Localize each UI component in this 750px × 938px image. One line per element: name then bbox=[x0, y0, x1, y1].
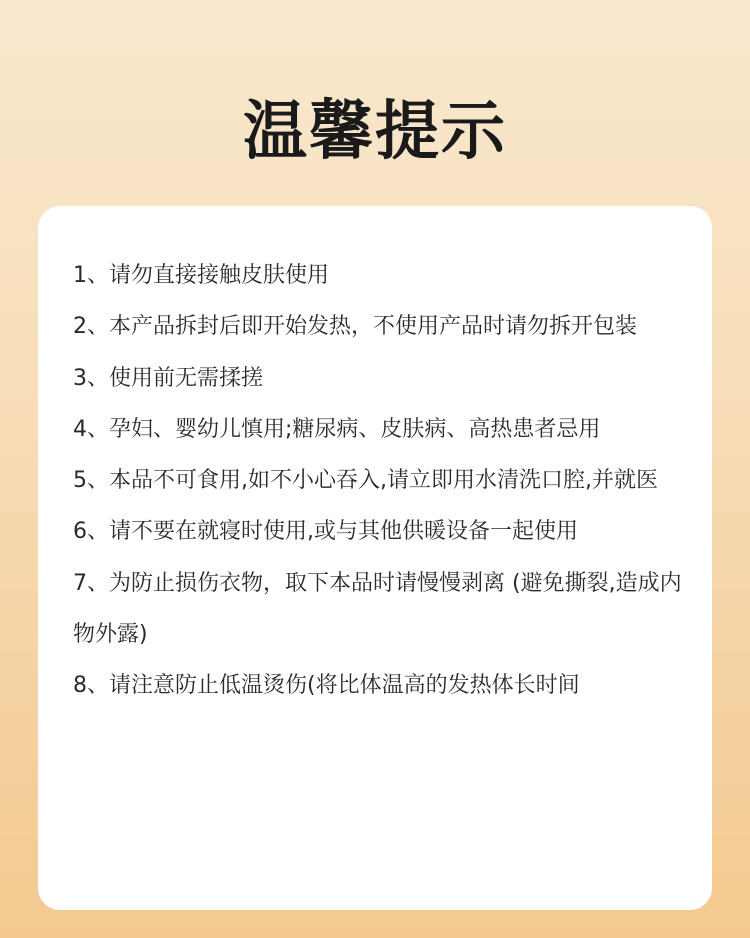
notice-list bbox=[73, 250, 684, 712]
notice-item-5: 5、本品不可食用,如不小心吞入,请立即用水清洗口腔,并就医 bbox=[73, 468, 658, 494]
notice-item-8: 8、请注意防止低温烫伤(将比体温高的发热体长时间 bbox=[73, 673, 580, 699]
notice-item-2: 2、本产品拆封后即开始发热，不使用产品时请勿拆开包装 bbox=[73, 314, 637, 340]
notice-item-1: 1、请勿直接接触皮肤使用 bbox=[73, 263, 329, 288]
page-title: 温馨提示 bbox=[243, 95, 507, 169]
notice-item-3: 3、使用前无需揉搓 bbox=[73, 365, 263, 391]
notice-item-6: 6、请不要在就寝时使用,或与其他供暖设备一起使用 bbox=[73, 519, 578, 545]
notice-item-7: 7、为防止损伤衣物，取下本品时请慢慢剥离 (避免撕裂,造成内物外露) bbox=[73, 570, 682, 648]
notice-card bbox=[38, 206, 712, 910]
notice-item-4: 4、孕妇、婴幼儿慎用;糖尿病、皮肤病、高热患者忌用 bbox=[73, 416, 601, 442]
